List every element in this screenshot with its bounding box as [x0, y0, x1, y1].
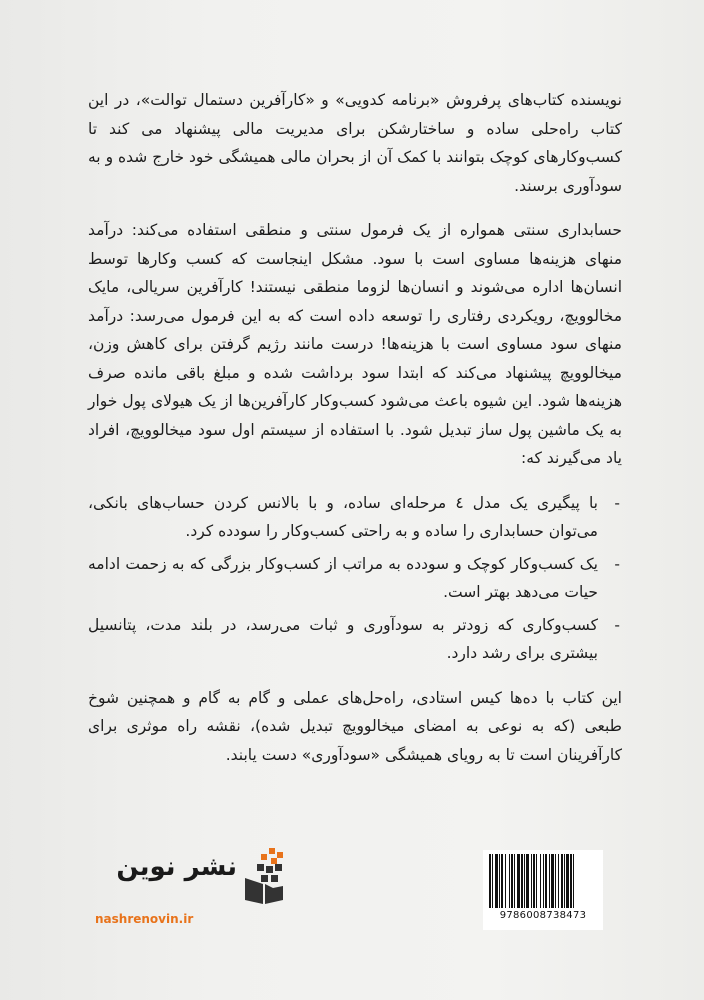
publisher-url: nashrenovin.ir: [95, 912, 194, 926]
closing-paragraph: این کتاب با ده‌ها کیس استادی، راه‌حل‌های عملی و گام به گام و همچنین شوخ طبعی (که به نوعی به امضای میخالوویچ تبدیل شده)، نقشه راه موثری برای کارآفرینان است تا به رویای همیشگی «سودآوری» دست یابند.: [88, 688, 622, 764]
open-book-pixel-icon: [243, 848, 285, 904]
bullet-dash: -: [614, 615, 620, 634]
list-item: - با پیگیری یک مدل ٤ مرحله‌ای ساده، و با بالانس کردن حساب‌های بانکی، می‌توان حسابداری را ساده و به راحتی کسب‌وکار را سودده کرد.: [88, 489, 622, 546]
list-item: - یک کسب‌وکار کوچک و سودده به مراتب از کسب‌وکار بزرگی که به زحمت ادامه حیات می‌دهد بهتر است.: [88, 550, 622, 607]
list-item: - کسب‌وکاری که زودتر به سودآوری و ثبات می‌رسد، در بلند مدت، پتانسیل بیشتری برای رشد دارد.: [88, 611, 622, 668]
benefits-list: [88, 489, 622, 668]
isbn-barcode: [483, 850, 603, 930]
barcode-icon: [487, 854, 599, 910]
blurb-text: [88, 86, 622, 785]
publisher-logo: [95, 848, 285, 928]
intro-paragraph: نویسنده کتاب‌های پرفروش «برنامه کدویی» و «کارآفرین دستمال توالت»، در این کتاب راه‌حلی ساده و ساختارشکن برای مدیریت مالی پیشنهاد می کند تا کسب‌وکارهای کوچک بتوانند با کمک آن از بحران مالی همیشگی خود خارج شده و به سودآوری برسند.: [88, 91, 622, 195]
publisher-name: نشر نوین: [116, 852, 237, 882]
bullet-dash: -: [614, 554, 620, 573]
bullet-dash: -: [614, 493, 620, 512]
isbn-number: 9786008738473: [499, 910, 587, 921]
method-paragraph: حسابداری سنتی همواره از یک فرمول سنتی و منطقی استفاده می‌کند: درآمد منهای هزینه‌ها مساوی است با سود. مشکل اینجاست که کسب وکارها توسط انسان‌ها اداره می‌شوند و انسان‌ها لزوما منطقی نیستند! کارآفرین سریالی، مایک مخالوویچ، رویکردی رفتاری را توسعه داده است که به این فرمول می‌رسد: درآمد منهای سود مساوی است با هزینه‌ها! درست مانند رژیم گرفتن برای کاهش وزن، میخالوویچ پیشنهاد می‌کند که ابتدا سود برداشت شده و مبلغ باقی مانده صرف هزینه‌ها شود. این شیوه باعث می‌شود کسب‌وکار کارآفرین‌ها از یک هیولای پول خوار به یک ماشین پول ساز تبدیل شود. با استفاده از سیستم اول سود میخالوویچ، افراد یاد می‌گیرند که:: [88, 221, 622, 467]
